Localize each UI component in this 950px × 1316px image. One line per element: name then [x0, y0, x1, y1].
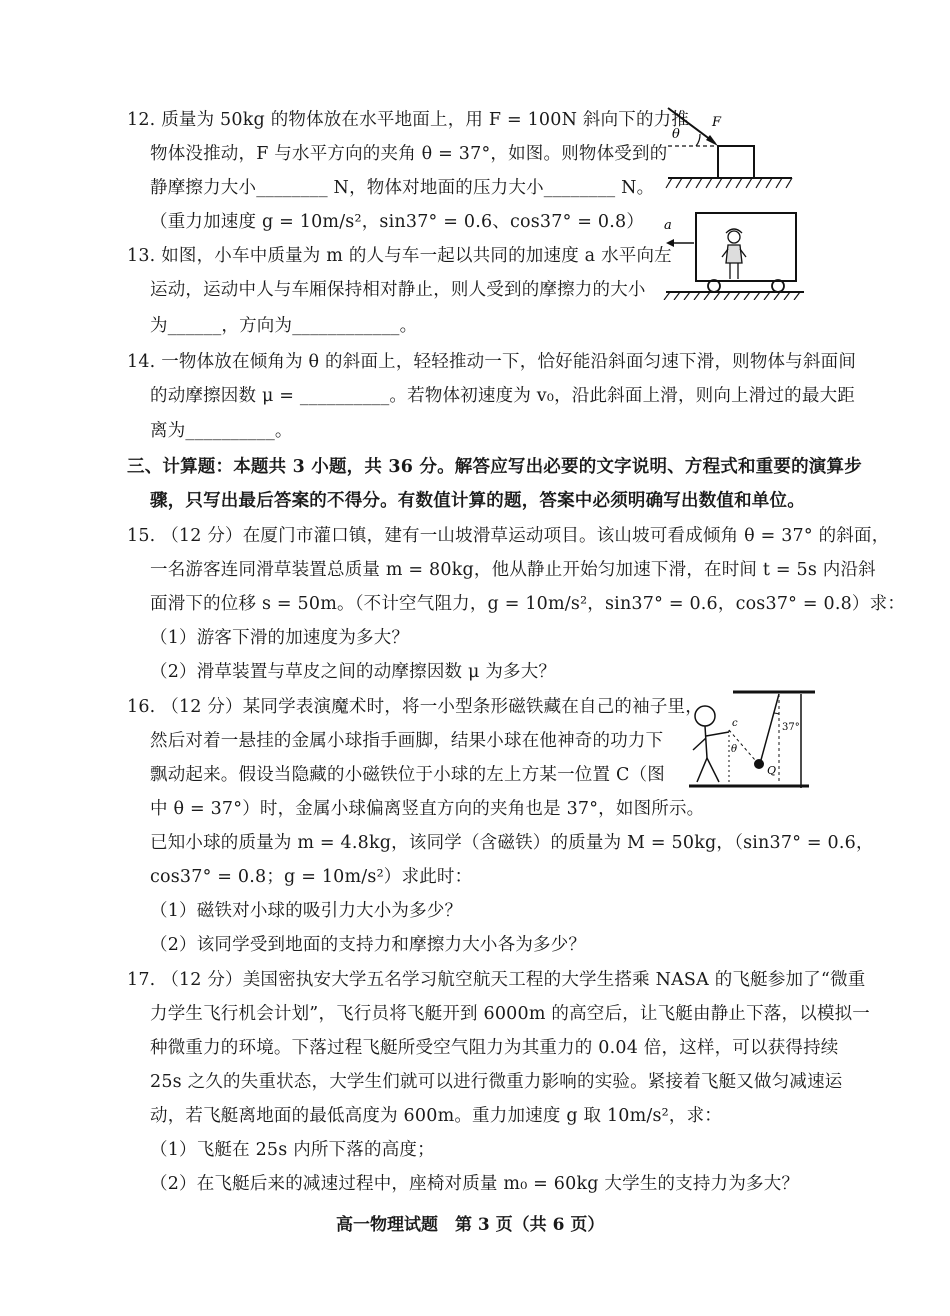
- q16-magnet-diagram: [685, 686, 825, 796]
- q16-angle-37-label: 37°: [782, 722, 800, 733]
- q17-subq-2: （2）在飞艇后来的减速过程中，座椅对质量 m₀ = 60kg 大学生的支持力为多大？: [150, 1174, 800, 1194]
- q16-line-2: 然后对着一悬挂的金属小球指手画脚，结果小球在他神奇的功力下: [150, 731, 664, 751]
- q13-line-3: 为______，方向为____________。: [150, 316, 418, 336]
- q12-line-3: 静摩擦力大小________ N，物体对地面的压力大小________ N。: [150, 178, 655, 198]
- q16-subq-2: （2）该同学受到地面的支持力和摩擦力大小各为多少？: [150, 935, 587, 955]
- q17-line-2: 力学生飞行机会计划”，飞行员将飞艇开到 6000m 的高空后，让飞艇由静止下落，以模拟一: [150, 1004, 870, 1024]
- q17-line-3: 种微重力的环境。下落过程飞艇所受空气阻力为其重力的 0.04 倍，这样，可以获得持续: [150, 1038, 839, 1058]
- q17-line-1: 17. （12 分）美国密执安大学五名学习航空航天工程的大学生搭乘 NASA 的飞艇参加了“微重: [127, 970, 866, 990]
- q15-line-1: 15. （12 分）在厦门市灌口镇，建有一山坡滑草运动项目。该山坡可看成倾角 θ = 37° 的斜面，: [127, 526, 890, 546]
- q16-line-4: 中 θ = 37°）时，金属小球偏离竖直方向的夹角也是 37°，如图所示。: [150, 799, 705, 819]
- q14-line-3: 离为__________。: [150, 421, 293, 441]
- q15-subq-1: （1）游客下滑的加速度为多大？: [150, 628, 410, 648]
- q12-line-1: 12. 质量为 50kg 的物体放在水平地面上，用 F = 100N 斜向下的力推: [127, 110, 690, 130]
- q12-theta-label: θ: [672, 127, 680, 142]
- magician-figure: [693, 706, 729, 782]
- q16-subq-1: （1）磁铁对小球的吸引力大小为多少？: [150, 901, 463, 921]
- q13-a-label: a: [664, 218, 672, 233]
- page-footer: 高一物理试题 第 3 页（共 6 页）: [336, 1215, 605, 1235]
- q16-line-5: 已知小球的质量为 m = 4.8kg，该同学（含磁铁）的质量为 M = 50kg，（sin37° = 0.6，: [150, 833, 874, 853]
- q15-subq-2: （2）滑草装置与草皮之间的动摩擦因数 μ 为多大？: [150, 662, 557, 682]
- q16-line-6: cos37° = 0.8；g = 10m/s²）求此时：: [150, 867, 473, 887]
- q14-line-2: 的动摩擦因数 μ = __________。若物体初速度为 v₀，沿此斜面上滑，则向上滑过的最大距: [150, 386, 855, 406]
- q13-cart-diagram: [660, 205, 810, 300]
- section3-line-2: 骤，只写出最后答案的不得分。有数值计算的题，答案中必须明确写出数值和单位。: [150, 491, 805, 511]
- q12-force-diagram: [660, 100, 800, 195]
- q17-subq-1: （1）飞艇在 25s 内所下落的高度；: [150, 1140, 435, 1160]
- q13-line-1: 13. 如图，小车中质量为 m 的人与车一起以共同的加速度 a 水平向左: [127, 246, 672, 266]
- q17-line-5: 动，若飞艇离地面的最低高度为 600m。重力加速度 g 取 10m/s²，求：: [150, 1106, 723, 1126]
- q17-line-4: 25s 之久的失重状态，大学生们就可以进行微重力影响的实验。紧接着飞艇又做匀减速运: [150, 1072, 843, 1092]
- q13-line-2: 运动，运动中人与车厢保持相对静止，则人受到的摩擦力的大小: [150, 280, 646, 300]
- person-figure: [722, 229, 746, 279]
- q15-line-2: 一名游客连同滑草装置总质量 m = 80kg，他从静止开始匀加速下滑，在时间 t = 5s 内沿斜: [150, 560, 876, 580]
- q16-C-label: c: [732, 718, 738, 729]
- q16-line-1: 16. （12 分）某同学表演魔术时，将一小型条形磁铁藏在自己的袖子里，: [127, 697, 703, 717]
- q12-line-4: （重力加速度 g = 10m/s²，sin37° = 0.6、cos37° = 0.8）: [150, 212, 645, 232]
- q12-line-2: 物体没推动，F 与水平方向的夹角 θ = 37°，如图。则物体受到的: [150, 144, 668, 164]
- q16-theta-label: θ: [731, 744, 738, 755]
- q15-line-3: 面滑下的位移 s = 50m。（不计空气阻力，g = 10m/s²，sin37° = 0.6，cos37° = 0.8）求：: [150, 594, 906, 614]
- q12-F-label: F: [712, 115, 722, 130]
- q14-line-1: 14. 一物体放在倾角为 θ 的斜面上，轻轻推动一下，恰好能沿斜面匀速下滑，则物体与斜面间: [127, 352, 857, 372]
- q16-Q-label: Q: [767, 764, 777, 777]
- q16-line-3: 飘动起来。假设当隐藏的小磁铁位于小球的左上方某一位置 C（图: [150, 765, 665, 785]
- section3-line-1: 三、计算题：本题共 3 小题，共 36 分。解答应写出必要的文字说明、方程式和重要的演算步: [127, 457, 862, 477]
